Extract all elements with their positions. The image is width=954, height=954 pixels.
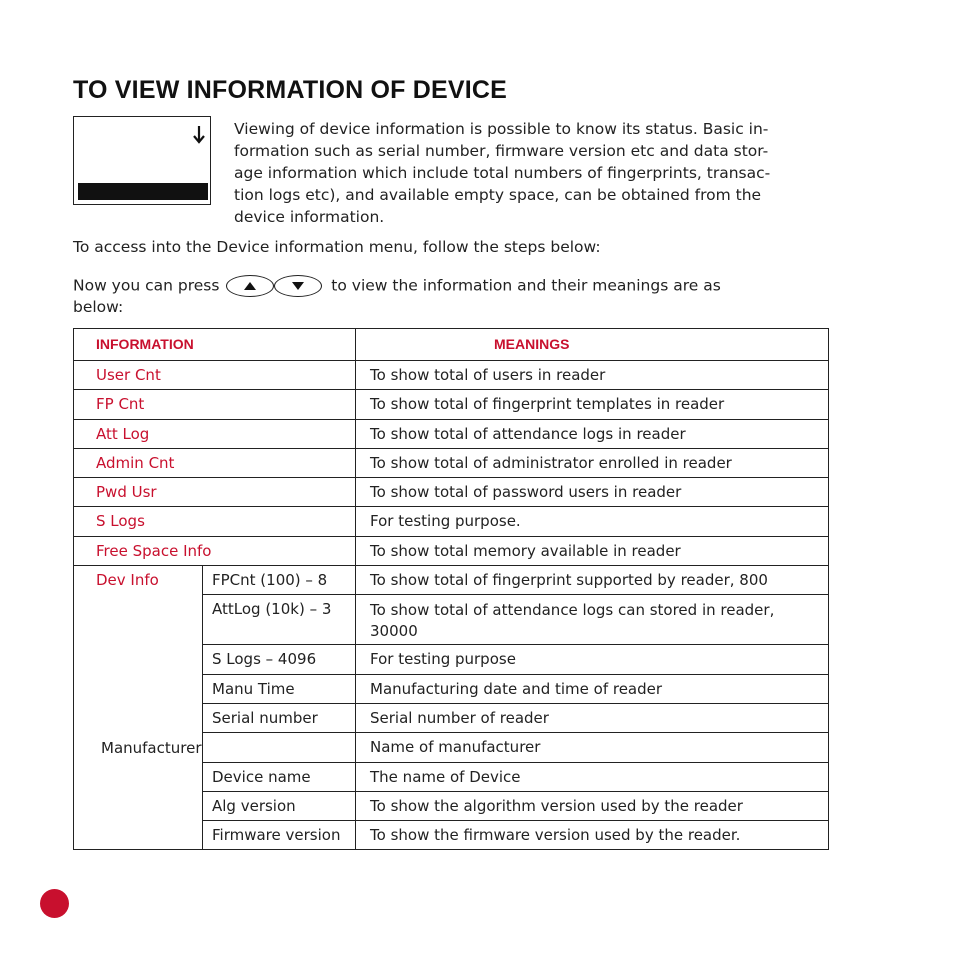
sub-info-cell: Alg version: [203, 791, 356, 820]
table-row: [74, 536, 829, 565]
table-row: [74, 361, 829, 390]
meaning-cell: To show total of attendance logs can stored in reader, 30000: [356, 595, 829, 645]
meaning-cell: To show total of attendance logs in reader: [356, 419, 829, 448]
header-information: INFORMATION: [74, 329, 356, 361]
meaning-cell: For testing purpose: [356, 645, 829, 674]
meaning-cell: To show total of fingerprint supported by reader, 800: [356, 566, 829, 595]
table-row: [74, 419, 829, 448]
meaning-cell: To show total of administrator enrolled in reader: [356, 448, 829, 477]
info-cell: Admin Cnt: [74, 448, 356, 477]
up-triangle-icon: [244, 282, 256, 290]
meaning-cell: The name of Device: [356, 762, 829, 791]
table-row: [74, 390, 829, 419]
table-row: [74, 566, 829, 595]
press-instruction: [73, 274, 721, 298]
page-marker-dot: [40, 889, 69, 918]
sub-info-cell: Manu Time: [203, 674, 356, 703]
device-screen-illustration: [73, 116, 211, 205]
dev-info-cell: Dev Info: [74, 566, 203, 850]
access-instruction: To access into the Device information menu, follow the steps below:: [73, 238, 601, 256]
header-meanings: MEANINGS: [356, 329, 829, 361]
information-table: [73, 328, 829, 850]
meaning-cell: To show total of fingerprint templates in reader: [356, 390, 829, 419]
table-row: [74, 507, 829, 536]
press-text-before: Now you can press: [73, 276, 220, 295]
meaning-cell: For testing purpose.: [356, 507, 829, 536]
sub-info-cell: FPCnt (100) – 8: [203, 566, 356, 595]
table-row: [74, 478, 829, 507]
meaning-cell: To show total of users in reader: [356, 361, 829, 390]
sub-info-cell: AttLog (10k) – 3: [203, 595, 356, 645]
intro-line: age information which include total numbers of fingerprints, transac-: [234, 164, 771, 182]
up-key-button[interactable]: [226, 275, 274, 297]
sub-info-cell: S Logs – 4096: [203, 645, 356, 674]
meaning-cell: To show total memory available in reader: [356, 536, 829, 565]
page-title: TO VIEW INFORMATION OF DEVICE: [73, 76, 508, 104]
intro-line: Viewing of device information is possible to know its status. Basic in-: [234, 120, 769, 138]
screen-highlight-bar: [78, 183, 208, 200]
sub-info-cell: Firmware version: [203, 821, 356, 850]
down-triangle-icon: [292, 282, 304, 290]
info-cell: Pwd Usr: [74, 478, 356, 507]
table-row: [74, 448, 829, 477]
meaning-cell: To show total of password users in reader: [356, 478, 829, 507]
navigation-keys: [226, 274, 324, 298]
info-cell: User Cnt: [74, 361, 356, 390]
intro-line: device information.: [234, 208, 385, 226]
meaning-cell: To show the firmware version used by the reader.: [356, 821, 829, 850]
meaning-cell: To show the algorithm version used by the reader: [356, 791, 829, 820]
intro-line: tion logs etc), and available empty space, can be obtained from the: [234, 186, 762, 204]
info-cell: S Logs: [74, 507, 356, 536]
info-cell: Att Log: [74, 419, 356, 448]
down-key-button[interactable]: [274, 275, 322, 297]
info-cell: Free Space Info: [74, 536, 356, 565]
intro-paragraph: [234, 118, 834, 228]
meaning-cell: Serial number of reader: [356, 703, 829, 732]
info-cell: FP Cnt: [74, 390, 356, 419]
arrow-down-icon: [192, 125, 206, 145]
intro-line: formation such as serial number, firmware version etc and data stor-: [234, 142, 769, 160]
manufacturer-label: Manufacturer: [101, 739, 202, 757]
sub-info-cell: Device name: [203, 762, 356, 791]
press-text-after: to view the information and their meanings are as: [331, 276, 721, 295]
meaning-cell: Name of manufacturer: [356, 733, 829, 762]
press-instruction-continued: below:: [73, 298, 124, 316]
meaning-cell: Manufacturing date and time of reader: [356, 674, 829, 703]
sub-info-cell: [203, 733, 356, 762]
sub-info-cell: Serial number: [203, 703, 356, 732]
table-header-row: [74, 329, 829, 361]
